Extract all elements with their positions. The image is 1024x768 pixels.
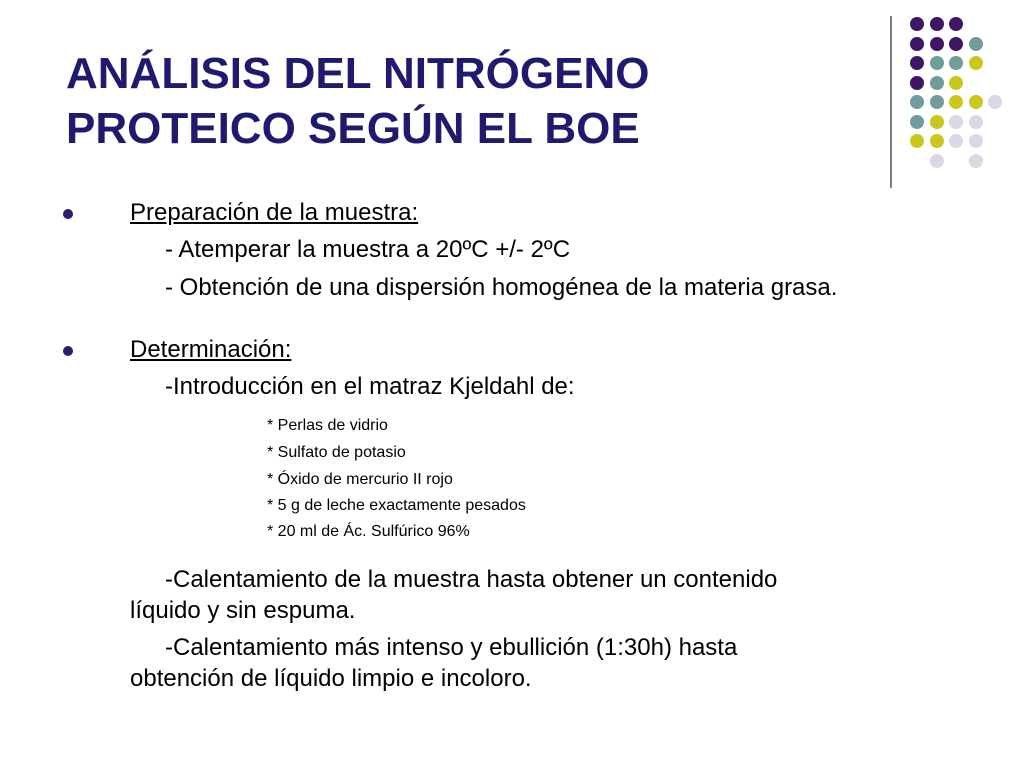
reagent-sulfato: * Sulfato de potasio (267, 444, 406, 461)
item-atemperar: - Atemperar la muestra a 20ºC +/- 2ºC (165, 236, 571, 263)
reagent-oxido: * Óxido de mercurio II rojo (267, 471, 453, 488)
item-introduccion: -Introducción en el matraz Kjeldahl de: (165, 373, 575, 400)
slide-title-line-2: PROTEICO SEGÚN EL BOE (66, 104, 640, 153)
heading-determinacion: Determinación: (130, 336, 292, 363)
bullet-determinacion (63, 346, 73, 356)
step-ebullicion-line-1: -Calentamiento más intenso y ebullición (1:30h) hasta (165, 634, 738, 661)
reagent-acido: * 20 ml de Ác. Sulfúrico 96% (267, 523, 470, 540)
heading-preparacion: Preparación de la muestra: (130, 199, 419, 226)
step-calentamiento-line-1: -Calentamiento de la muestra hasta obtener un contenido (165, 566, 778, 593)
reagent-leche: * 5 g de leche exactamente pesados (267, 497, 526, 514)
step-calentamiento-line-2: líquido y sin espuma. (130, 597, 356, 624)
step-ebullicion-line-2: obtención de líquido limpio e incoloro. (130, 665, 532, 692)
bullet-preparacion (63, 209, 73, 219)
item-dispersion: - Obtención de una dispersión homogénea de la materia grasa. (165, 274, 838, 301)
slide-title-line-1: ANÁLISIS DEL NITRÓGENO (66, 49, 650, 98)
reagent-perlas: * Perlas de vidrio (267, 417, 388, 434)
